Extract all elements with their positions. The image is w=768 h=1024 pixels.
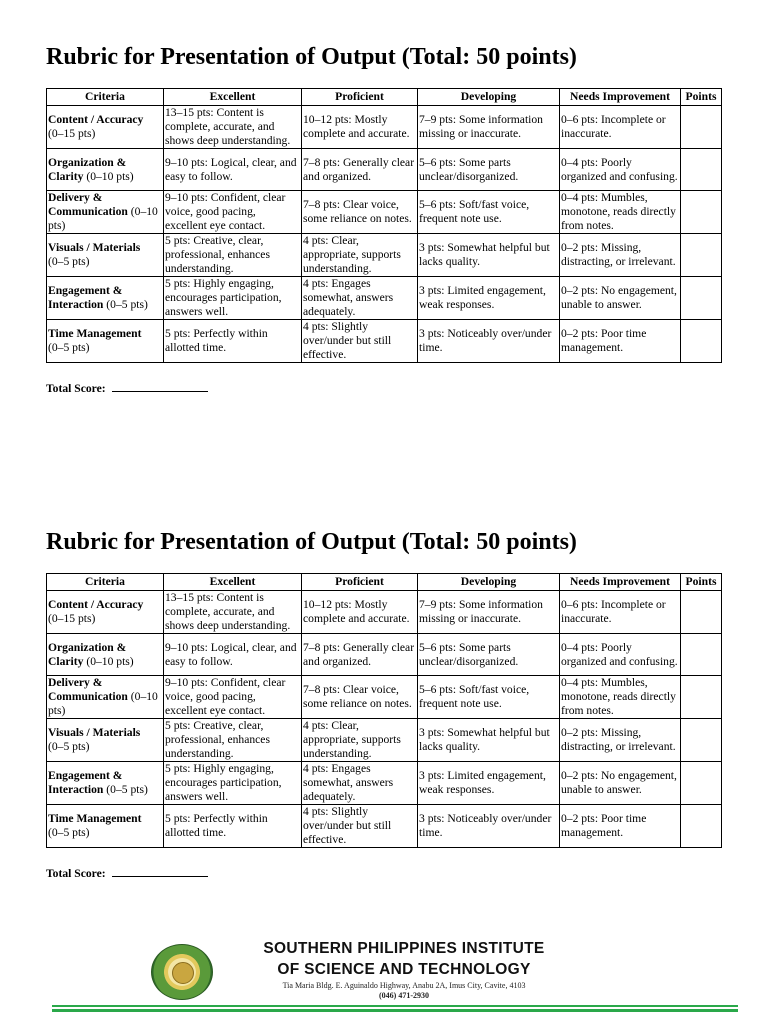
institution-address: Tia Maria Bldg. E. Aguinaldo Highway, Anabu 2A, Imus City, Cavite, 4103	[282, 981, 526, 990]
criterion-range: (0–5 pts)	[106, 298, 148, 311]
table-row	[47, 191, 722, 234]
table-row	[47, 106, 722, 149]
rubric-1	[46, 42, 721, 395]
criterion-cell	[47, 106, 164, 149]
points-cell	[681, 591, 722, 634]
header-proficient: Proficient	[302, 89, 418, 106]
rubric-table	[46, 88, 722, 363]
points-cell	[681, 676, 722, 719]
needs-improvement-cell: 0–2 pts: Missing, distracting, or irrelevant.	[560, 719, 681, 762]
excellent-cell: 5 pts: Highly engaging, encourages participation, answers well.	[164, 277, 302, 320]
criterion-cell	[47, 320, 164, 363]
developing-cell: 3 pts: Noticeably over/under time.	[418, 320, 560, 363]
excellent-cell: 9–10 pts: Confident, clear voice, good pacing, excellent eye contact.	[164, 676, 302, 719]
footer-divider	[52, 1009, 738, 1012]
criterion-cell	[47, 762, 164, 805]
proficient-cell: 4 pts: Slightly over/under but still effective.	[302, 320, 418, 363]
points-cell	[681, 719, 722, 762]
table-row	[47, 676, 722, 719]
criterion-cell	[47, 676, 164, 719]
needs-improvement-cell: 0–4 pts: Poorly organized and confusing.	[560, 634, 681, 676]
table-row	[47, 320, 722, 363]
criterion-range: (0–5 pts)	[48, 341, 90, 354]
needs-improvement-cell: 0–2 pts: No engagement, unable to answer.	[560, 277, 681, 320]
header-excellent: Excellent	[164, 89, 302, 106]
header-proficient: Proficient	[302, 574, 418, 591]
developing-cell: 3 pts: Noticeably over/under time.	[418, 805, 560, 848]
table-row	[47, 634, 722, 676]
needs-improvement-cell: 0–4 pts: Mumbles, monotone, reads directly from notes.	[560, 191, 681, 234]
table-header-row	[47, 89, 722, 106]
criterion-cell	[47, 805, 164, 848]
developing-cell: 7–9 pts: Some information missing or inaccurate.	[418, 106, 560, 149]
institution-phone: (046) 471-2930	[379, 991, 429, 1000]
points-cell	[681, 191, 722, 234]
criterion-name: Organization & Clarity	[48, 155, 127, 183]
developing-cell: 5–6 pts: Soft/fast voice, frequent note use.	[418, 676, 560, 719]
table-row	[47, 277, 722, 320]
total-score-label: Total Score:	[46, 382, 106, 395]
criterion-name: Time Management	[48, 812, 142, 825]
points-cell	[681, 634, 722, 676]
developing-cell: 5–6 pts: Soft/fast voice, frequent note use.	[418, 191, 560, 234]
institution-seal-logo	[151, 944, 213, 1000]
criterion-range: (0–15 pts)	[48, 612, 96, 625]
excellent-cell: 9–10 pts: Confident, clear voice, good pacing, excellent eye contact.	[164, 191, 302, 234]
criterion-cell	[47, 149, 164, 191]
developing-cell: 3 pts: Limited engagement, weak responses.	[418, 277, 560, 320]
header-needs-improvement: Needs Improvement	[560, 89, 681, 106]
rubric-table	[46, 573, 722, 848]
institution-name-line2: OF SCIENCE AND TECHNOLOGY	[277, 961, 531, 978]
developing-cell: 3 pts: Somewhat helpful but lacks quality.	[418, 719, 560, 762]
criterion-name: Visuals / Materials	[48, 726, 141, 739]
needs-improvement-cell: 0–6 pts: Incomplete or inaccurate.	[560, 591, 681, 634]
criterion-name: Organization & Clarity	[48, 640, 127, 668]
table-row	[47, 719, 722, 762]
institution-footer	[0, 936, 768, 1024]
excellent-cell: 5 pts: Perfectly within allotted time.	[164, 320, 302, 363]
table-row	[47, 762, 722, 805]
criterion-name: Engagement & Interaction	[48, 769, 123, 796]
footer-divider	[52, 1005, 738, 1007]
proficient-cell: 10–12 pts: Mostly complete and accurate.	[302, 591, 418, 634]
total-score-blank[interactable]	[112, 866, 208, 877]
table-row	[47, 149, 722, 191]
points-cell	[681, 805, 722, 848]
criterion-range: (0–5 pts)	[48, 740, 90, 753]
header-developing: Developing	[418, 574, 560, 591]
criterion-range: (0–5 pts)	[48, 255, 90, 268]
total-score	[46, 866, 721, 880]
excellent-cell: 13–15 pts: Content is complete, accurate, and shows deep understanding.	[164, 106, 302, 149]
points-cell	[681, 277, 722, 320]
excellent-cell: 5 pts: Creative, clear, professional, enhances understanding.	[164, 234, 302, 277]
proficient-cell: 7–8 pts: Clear voice, some reliance on notes.	[302, 191, 418, 234]
criterion-name: Time Management	[48, 327, 142, 340]
needs-improvement-cell: 0–2 pts: No engagement, unable to answer.	[560, 762, 681, 805]
needs-improvement-cell: 0–2 pts: Poor time management.	[560, 805, 681, 848]
developing-cell: 5–6 pts: Some parts unclear/disorganized.	[418, 634, 560, 676]
header-points: Points	[681, 574, 722, 591]
proficient-cell: 4 pts: Engages somewhat, answers adequately.	[302, 762, 418, 805]
criterion-name: Delivery & Communication	[48, 191, 128, 218]
criterion-name: Content / Accuracy	[48, 113, 144, 126]
needs-improvement-cell: 0–4 pts: Mumbles, monotone, reads directly from notes.	[560, 676, 681, 719]
criterion-name: Engagement & Interaction	[48, 284, 123, 311]
criterion-name: Delivery & Communication	[48, 676, 128, 703]
criterion-name: Visuals / Materials	[48, 241, 141, 254]
developing-cell: 3 pts: Somewhat helpful but lacks quality.	[418, 234, 560, 277]
criterion-name: Content / Accuracy	[48, 598, 144, 611]
proficient-cell: 4 pts: Clear, appropriate, supports understanding.	[302, 719, 418, 762]
rubric-title: Rubric for Presentation of Output (Total: 50 points)	[46, 529, 577, 555]
criterion-range: (0–5 pts)	[106, 783, 148, 796]
excellent-cell: 5 pts: Perfectly within allotted time.	[164, 805, 302, 848]
criterion-range: (0–10 pts)	[48, 205, 158, 232]
criterion-cell	[47, 234, 164, 277]
criterion-cell	[47, 719, 164, 762]
points-cell	[681, 106, 722, 149]
total-score-blank[interactable]	[112, 381, 208, 392]
excellent-cell: 5 pts: Creative, clear, professional, enhances understanding.	[164, 719, 302, 762]
criterion-cell	[47, 191, 164, 234]
points-cell	[681, 762, 722, 805]
proficient-cell: 4 pts: Clear, appropriate, supports understanding.	[302, 234, 418, 277]
total-score-label: Total Score:	[46, 867, 106, 880]
header-excellent: Excellent	[164, 574, 302, 591]
proficient-cell: 4 pts: Slightly over/under but still effective.	[302, 805, 418, 848]
needs-improvement-cell: 0–2 pts: Missing, distracting, or irrelevant.	[560, 234, 681, 277]
table-row	[47, 591, 722, 634]
criterion-range: (0–15 pts)	[48, 127, 96, 140]
developing-cell: 7–9 pts: Some information missing or inaccurate.	[418, 591, 560, 634]
points-cell	[681, 149, 722, 191]
proficient-cell: 10–12 pts: Mostly complete and accurate.	[302, 106, 418, 149]
excellent-cell: 13–15 pts: Content is complete, accurate, and shows deep understanding.	[164, 591, 302, 634]
criterion-range: (0–10 pts)	[86, 169, 134, 183]
institution-name-line1: SOUTHERN PHILIPPINES INSTITUTE	[263, 940, 545, 957]
criterion-cell	[47, 277, 164, 320]
header-criteria: Criteria	[47, 574, 164, 591]
proficient-cell: 7–8 pts: Generally clear and organized.	[302, 634, 418, 676]
total-score	[46, 381, 721, 395]
table-row	[47, 234, 722, 277]
rubric-2	[46, 527, 721, 880]
needs-improvement-cell: 0–4 pts: Poorly organized and confusing.	[560, 149, 681, 191]
criterion-cell	[47, 591, 164, 634]
needs-improvement-cell: 0–6 pts: Incomplete or inaccurate.	[560, 106, 681, 149]
rubric-title: Rubric for Presentation of Output (Total: 50 points)	[46, 44, 577, 70]
header-needs-improvement: Needs Improvement	[560, 574, 681, 591]
proficient-cell: 7–8 pts: Clear voice, some reliance on notes.	[302, 676, 418, 719]
excellent-cell: 9–10 pts: Logical, clear, and easy to follow.	[164, 634, 302, 676]
header-developing: Developing	[418, 89, 560, 106]
criterion-range: (0–10 pts)	[48, 690, 158, 717]
excellent-cell: 5 pts: Highly engaging, encourages participation, answers well.	[164, 762, 302, 805]
needs-improvement-cell: 0–2 pts: Poor time management.	[560, 320, 681, 363]
header-criteria: Criteria	[47, 89, 164, 106]
criterion-range: (0–5 pts)	[48, 826, 90, 839]
points-cell	[681, 320, 722, 363]
points-cell	[681, 234, 722, 277]
developing-cell: 3 pts: Limited engagement, weak responses.	[418, 762, 560, 805]
criterion-range: (0–10 pts)	[86, 654, 134, 668]
developing-cell: 5–6 pts: Some parts unclear/disorganized.	[418, 149, 560, 191]
criterion-cell	[47, 634, 164, 676]
proficient-cell: 7–8 pts: Generally clear and organized.	[302, 149, 418, 191]
proficient-cell: 4 pts: Engages somewhat, answers adequately.	[302, 277, 418, 320]
table-header-row	[47, 574, 722, 591]
table-row	[47, 805, 722, 848]
header-points: Points	[681, 89, 722, 106]
excellent-cell: 9–10 pts: Logical, clear, and easy to follow.	[164, 149, 302, 191]
